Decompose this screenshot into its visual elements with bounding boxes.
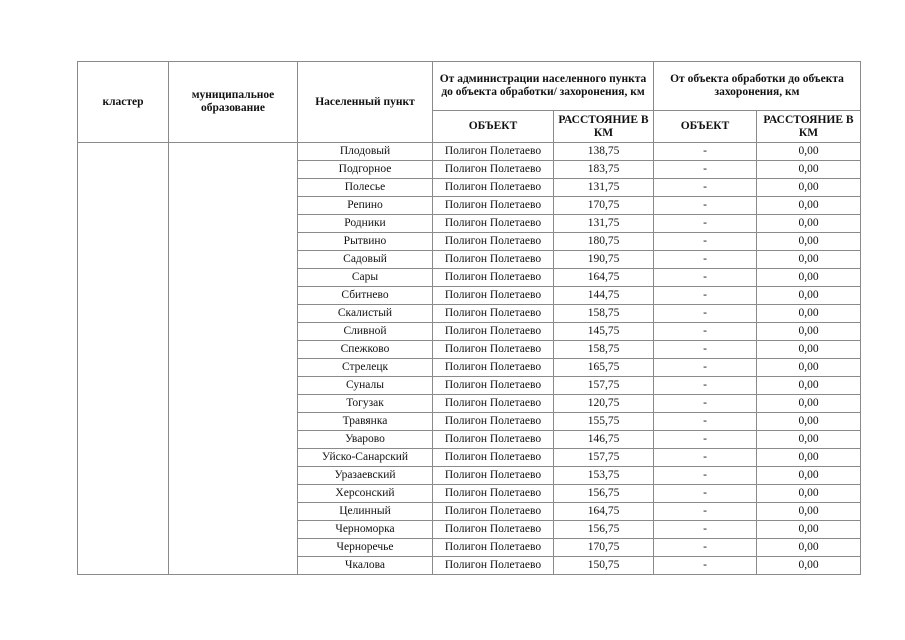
from-admin-header: От администрации населенного пункта до объекта обработки/ захоронения, км	[433, 62, 654, 111]
object2-cell: -	[654, 143, 757, 161]
object2-cell: -	[654, 287, 757, 305]
object2-cell: -	[654, 395, 757, 413]
distance-cell: 150,75	[554, 557, 654, 575]
distance-cell: 180,75	[554, 233, 654, 251]
object-cell: Полигон Полетаево	[433, 485, 554, 503]
distance-header: РАССТОЯНИЕ В КМ	[554, 111, 654, 143]
object-cell: Полигон Полетаево	[433, 269, 554, 287]
object2-cell: -	[654, 485, 757, 503]
object-cell: Полигон Полетаево	[433, 179, 554, 197]
distance-cell: 131,75	[554, 179, 654, 197]
distance2-cell: 0,00	[757, 179, 861, 197]
object-cell: Полигон Полетаево	[433, 539, 554, 557]
distance2-cell: 0,00	[757, 557, 861, 575]
object2-cell: -	[654, 179, 757, 197]
distance2-cell: 0,00	[757, 539, 861, 557]
object-cell: Полигон Полетаево	[433, 431, 554, 449]
object2-cell: -	[654, 197, 757, 215]
settlement-cell: Сары	[298, 269, 433, 287]
object2-cell: -	[654, 341, 757, 359]
distance2-cell: 0,00	[757, 467, 861, 485]
object-cell: Полигон Полетаево	[433, 305, 554, 323]
distance-cell: 165,75	[554, 359, 654, 377]
object2-cell: -	[654, 323, 757, 341]
distance-cell: 120,75	[554, 395, 654, 413]
object2-cell: -	[654, 503, 757, 521]
settlement-cell: Сбитнево	[298, 287, 433, 305]
distance2-cell: 0,00	[757, 377, 861, 395]
settlement-cell: Херсонский	[298, 485, 433, 503]
distance2-cell: 0,00	[757, 431, 861, 449]
object-cell: Полигон Полетаево	[433, 197, 554, 215]
settlement-cell: Черноречье	[298, 539, 433, 557]
settlement-cell: Скалистый	[298, 305, 433, 323]
object2-cell: -	[654, 413, 757, 431]
table-row	[78, 143, 861, 161]
distance2-cell: 0,00	[757, 413, 861, 431]
object-cell: Полигон Полетаево	[433, 287, 554, 305]
cluster-header: кластер	[78, 62, 169, 143]
settlement-cell: Садовый	[298, 251, 433, 269]
object-cell: Полигон Полетаево	[433, 413, 554, 431]
settlement-cell: Уйско-Санарский	[298, 449, 433, 467]
distance-cell: 158,75	[554, 305, 654, 323]
cluster-cell	[78, 143, 169, 575]
object-cell: Полигон Полетаево	[433, 215, 554, 233]
settlement-cell: Подгорное	[298, 161, 433, 179]
settlement-cell: Травянка	[298, 413, 433, 431]
object2-cell: -	[654, 539, 757, 557]
distance-cell: 157,75	[554, 377, 654, 395]
object-cell: Полигон Полетаево	[433, 233, 554, 251]
object-header: ОБЪЕКТ	[433, 111, 554, 143]
object-cell: Полигон Полетаево	[433, 557, 554, 575]
settlement-cell: Черноморка	[298, 521, 433, 539]
settlement-cell: Родники	[298, 215, 433, 233]
distance2-cell: 0,00	[757, 251, 861, 269]
distance2-cell: 0,00	[757, 323, 861, 341]
distance2-cell: 0,00	[757, 215, 861, 233]
distance2-cell: 0,00	[757, 449, 861, 467]
object2-cell: -	[654, 449, 757, 467]
distance-cell: 183,75	[554, 161, 654, 179]
municipality-header: муниципальное образование	[169, 62, 298, 143]
settlement-cell: Плодовый	[298, 143, 433, 161]
object2-cell: -	[654, 251, 757, 269]
settlement-cell: Суналы	[298, 377, 433, 395]
object2-cell: -	[654, 377, 757, 395]
settlement-cell: Стрелецк	[298, 359, 433, 377]
settlement-cell: Рытвино	[298, 233, 433, 251]
object-cell: Полигон Полетаево	[433, 341, 554, 359]
object2-cell: -	[654, 521, 757, 539]
settlement-cell: Сливной	[298, 323, 433, 341]
distance2-cell: 0,00	[757, 269, 861, 287]
distance-cell: 157,75	[554, 449, 654, 467]
settlement-cell: Уварово	[298, 431, 433, 449]
distance2-header: РАССТОЯНИЕ В КМ	[757, 111, 861, 143]
distance2-cell: 0,00	[757, 287, 861, 305]
object-cell: Полигон Полетаево	[433, 467, 554, 485]
object2-cell: -	[654, 233, 757, 251]
distance2-cell: 0,00	[757, 395, 861, 413]
object2-header: ОБЪЕКТ	[654, 111, 757, 143]
distance2-cell: 0,00	[757, 359, 861, 377]
distance-cell: 146,75	[554, 431, 654, 449]
distance2-cell: 0,00	[757, 233, 861, 251]
object2-cell: -	[654, 467, 757, 485]
object-cell: Полигон Полетаево	[433, 323, 554, 341]
distance2-cell: 0,00	[757, 485, 861, 503]
municipality-cell	[169, 143, 298, 575]
object-cell: Полигон Полетаево	[433, 449, 554, 467]
settlement-cell: Спежково	[298, 341, 433, 359]
object-cell: Полигон Полетаево	[433, 521, 554, 539]
table-body	[78, 143, 861, 575]
object2-cell: -	[654, 269, 757, 287]
settlement-cell: Чкалова	[298, 557, 433, 575]
object-cell: Полигон Полетаево	[433, 503, 554, 521]
settlement-header: Населенный пункт	[298, 62, 433, 143]
settlement-cell: Тогузак	[298, 395, 433, 413]
object2-cell: -	[654, 305, 757, 323]
distance-cell: 190,75	[554, 251, 654, 269]
distance2-cell: 0,00	[757, 503, 861, 521]
object2-cell: -	[654, 431, 757, 449]
settlement-cell: Полесье	[298, 179, 433, 197]
distance-cell: 170,75	[554, 197, 654, 215]
header-row-top	[78, 62, 861, 111]
distance-cell: 158,75	[554, 341, 654, 359]
distance-cell: 156,75	[554, 521, 654, 539]
distance2-cell: 0,00	[757, 143, 861, 161]
settlement-cell: Уразаевский	[298, 467, 433, 485]
distance-cell: 156,75	[554, 485, 654, 503]
distance-cell: 170,75	[554, 539, 654, 557]
distance-cell: 153,75	[554, 467, 654, 485]
object2-cell: -	[654, 359, 757, 377]
from-processing-header: От объекта обработки до объекта захоронения, км	[654, 62, 861, 111]
distance-cell: 164,75	[554, 269, 654, 287]
distance-cell: 131,75	[554, 215, 654, 233]
distance2-cell: 0,00	[757, 341, 861, 359]
distance-cell: 144,75	[554, 287, 654, 305]
distance2-cell: 0,00	[757, 305, 861, 323]
object-cell: Полигон Полетаево	[433, 359, 554, 377]
distance-cell: 164,75	[554, 503, 654, 521]
distance-cell: 145,75	[554, 323, 654, 341]
object2-cell: -	[654, 161, 757, 179]
settlement-cell: Целинный	[298, 503, 433, 521]
object-cell: Полигон Полетаево	[433, 161, 554, 179]
distance-table	[77, 61, 861, 575]
object2-cell: -	[654, 215, 757, 233]
object-cell: Полигон Полетаево	[433, 377, 554, 395]
distance2-cell: 0,00	[757, 197, 861, 215]
object-cell: Полигон Полетаево	[433, 395, 554, 413]
distance2-cell: 0,00	[757, 521, 861, 539]
settlement-cell: Репино	[298, 197, 433, 215]
object-cell: Полигон Полетаево	[433, 251, 554, 269]
object-cell: Полигон Полетаево	[433, 143, 554, 161]
object2-cell: -	[654, 557, 757, 575]
distance-cell: 138,75	[554, 143, 654, 161]
distance2-cell: 0,00	[757, 161, 861, 179]
distance-cell: 155,75	[554, 413, 654, 431]
